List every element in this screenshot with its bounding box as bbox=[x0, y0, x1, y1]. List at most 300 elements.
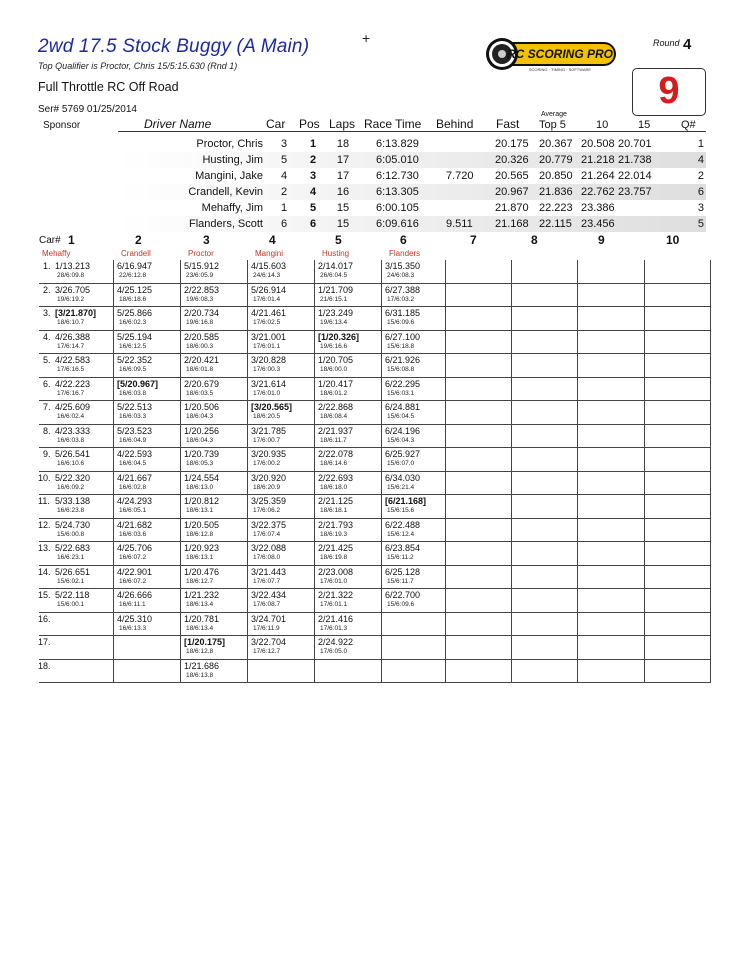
result-laps: 16 bbox=[336, 186, 350, 198]
lap-time: 4/21.461 bbox=[251, 308, 287, 318]
lap-projection: 15/6:11.2 bbox=[387, 554, 414, 561]
lap-time: 6/23.854 bbox=[385, 543, 421, 553]
lap-projection: 28/6:09.8 bbox=[57, 272, 85, 279]
lap-cell bbox=[39, 378, 113, 402]
lap-cell bbox=[314, 331, 381, 355]
lap-time: 2/22.853 bbox=[184, 284, 220, 295]
heat-number: 9 bbox=[658, 70, 680, 112]
car-number: 3 bbox=[203, 233, 210, 247]
lap-row bbox=[39, 542, 711, 566]
result-q: 5 bbox=[697, 218, 704, 230]
lap-projection: 15/6:08.8 bbox=[387, 366, 415, 373]
lap-number: 15. bbox=[38, 590, 51, 600]
lap-cell bbox=[577, 425, 644, 449]
lap-cell bbox=[113, 307, 180, 331]
lap-row bbox=[39, 589, 711, 613]
result-top5: 22.223 bbox=[539, 202, 573, 214]
lap-projection: 17/6:01.0 bbox=[320, 577, 348, 585]
lap-projection: 17/6:01.0 bbox=[253, 389, 281, 397]
lap-number: 10. bbox=[38, 472, 51, 483]
car-driver-name: Flanders bbox=[389, 249, 421, 258]
lap-cell bbox=[577, 519, 644, 543]
lap-cell bbox=[113, 613, 180, 637]
lap-cell bbox=[644, 354, 711, 378]
lap-projection: 18/6:01.2 bbox=[320, 389, 348, 397]
lap-projection: 16/6:09.5 bbox=[119, 366, 147, 373]
car-number: 6 bbox=[400, 233, 407, 247]
lap-cell bbox=[511, 448, 577, 472]
lap-time: 1/20.256 bbox=[184, 425, 220, 436]
lap-time: 5/22.118 bbox=[55, 590, 90, 600]
lap-cell bbox=[180, 401, 247, 425]
lap-cell bbox=[247, 566, 314, 590]
lap-cell bbox=[180, 425, 247, 449]
result-row bbox=[118, 216, 706, 232]
lap-time: 4/25.125 bbox=[117, 284, 153, 295]
lap-projection: 18/6:05.3 bbox=[186, 460, 214, 467]
lap-time: [3/21.870] bbox=[55, 308, 97, 318]
lap-projection: 22/6:12.8 bbox=[119, 272, 147, 279]
result-car: 1 bbox=[280, 202, 288, 214]
lap-projection: 18/6:04.3 bbox=[186, 436, 214, 444]
lap-cell bbox=[180, 613, 247, 637]
lap-projection: 16/6:02.4 bbox=[57, 413, 85, 420]
lap-cell bbox=[314, 284, 381, 308]
result-name: Flanders, Scott bbox=[189, 218, 263, 230]
lap-cell bbox=[445, 660, 511, 684]
lap-projection: 16/6:02.8 bbox=[119, 483, 147, 491]
lap-projection: 17/6:00.2 bbox=[253, 460, 281, 467]
lap-projection: 17/6:01.3 bbox=[320, 624, 348, 632]
car-number: 7 bbox=[470, 233, 477, 247]
lap-cell bbox=[644, 401, 711, 425]
result-time: 6:13.829 bbox=[376, 138, 419, 150]
lap-projection: 16/6:10.6 bbox=[57, 460, 85, 467]
lap-cell bbox=[314, 472, 381, 496]
lap-time: 6/24.881 bbox=[385, 402, 421, 412]
lap-projection: 15/6:04.3 bbox=[387, 436, 415, 444]
lap-time: 2/14.017 bbox=[318, 261, 354, 271]
result-ten: 20.508 bbox=[581, 138, 615, 150]
logo-tagline: SCORING · TIMING · SOFTWARE bbox=[528, 67, 592, 72]
lap-cell bbox=[511, 354, 577, 378]
lap-cell bbox=[381, 354, 445, 378]
lap-projection: 17/6:00.3 bbox=[253, 366, 281, 373]
lap-projection: 19/6:16.6 bbox=[320, 342, 348, 350]
round-label: Round bbox=[653, 38, 680, 48]
lap-cell bbox=[39, 472, 113, 496]
venue-name: Full Throttle RC Off Road bbox=[38, 80, 179, 94]
result-laps: 15 bbox=[336, 218, 350, 230]
lap-projection: 18/6:18.1 bbox=[320, 507, 348, 514]
lap-cell bbox=[381, 425, 445, 449]
col-q: Q# bbox=[681, 119, 696, 131]
lap-projection: 16/6:02.3 bbox=[119, 319, 147, 326]
lap-projection: 18/6:13.1 bbox=[186, 554, 214, 561]
lap-projection: 15/6:11.7 bbox=[387, 577, 414, 585]
lap-cell bbox=[180, 284, 247, 308]
lap-cell bbox=[247, 519, 314, 543]
lap-projection: 15/6:21.4 bbox=[387, 483, 415, 491]
result-name: Proctor, Chris bbox=[196, 138, 263, 150]
lap-time: 2/20.585 bbox=[184, 331, 220, 342]
lap-cell bbox=[113, 378, 180, 402]
lap-time: 2/21.937 bbox=[318, 425, 354, 436]
result-pos: 5 bbox=[309, 202, 317, 214]
lap-time: 4/22.901 bbox=[117, 566, 153, 577]
lap-cell bbox=[113, 636, 180, 660]
rc-scoring-pro-logo bbox=[484, 36, 620, 72]
lap-time: 2/20.734 bbox=[184, 308, 220, 318]
lap-projection: 18/6:03.5 bbox=[186, 389, 214, 397]
lap-cell bbox=[381, 284, 445, 308]
lap-projection: 18/6:18.0 bbox=[320, 483, 348, 491]
lap-cell bbox=[314, 660, 381, 684]
result-fast: 20.175 bbox=[495, 138, 529, 150]
lap-time: [1/20.326] bbox=[318, 331, 360, 342]
lap-projection: 17/6:16.7 bbox=[57, 389, 85, 397]
lap-projection: 17/6:08.0 bbox=[253, 554, 281, 561]
lap-cell bbox=[381, 307, 445, 331]
result-pos: 6 bbox=[309, 218, 317, 230]
result-q: 6 bbox=[697, 186, 704, 198]
lap-number: 8. bbox=[43, 425, 51, 436]
lap-time: 2/21.793 bbox=[318, 519, 354, 530]
lap-projection: 18/6:12.7 bbox=[186, 577, 214, 585]
lap-time: 4/26.666 bbox=[117, 590, 153, 600]
lap-cell bbox=[644, 448, 711, 472]
lap-cell bbox=[644, 331, 711, 355]
lap-cell bbox=[180, 566, 247, 590]
result-behind: 9.511 bbox=[446, 218, 473, 230]
lap-cell bbox=[247, 448, 314, 472]
lap-cell bbox=[445, 519, 511, 543]
lap-cell bbox=[511, 566, 577, 590]
lap-time: 2/23.008 bbox=[318, 566, 354, 577]
lap-chart-header bbox=[39, 233, 711, 261]
car-driver-name: Crandell bbox=[121, 249, 151, 258]
lap-cell bbox=[314, 448, 381, 472]
lap-projection: 17/6:11.9 bbox=[253, 624, 280, 632]
lap-cell bbox=[180, 660, 247, 684]
lap-cell bbox=[381, 331, 445, 355]
lap-cell bbox=[577, 636, 644, 660]
lap-cell bbox=[113, 519, 180, 543]
lap-projection: 15/6:12.4 bbox=[387, 530, 415, 538]
lap-cell bbox=[314, 589, 381, 613]
lap-cell bbox=[381, 401, 445, 425]
lap-cell bbox=[445, 284, 511, 308]
lap-projection: 17/6:16.5 bbox=[57, 366, 85, 373]
lap-projection: 17/6:02.5 bbox=[253, 319, 281, 326]
lap-projection: 15/6:09.6 bbox=[387, 319, 415, 326]
lap-projection: 18/6:00.3 bbox=[186, 342, 214, 350]
lap-time: 5/15.912 bbox=[184, 261, 220, 271]
lap-projection: 15/6:09.6 bbox=[387, 601, 415, 608]
lap-projection: 24/6:14.3 bbox=[253, 272, 281, 279]
car-driver-name: Proctor bbox=[188, 249, 214, 258]
result-pos: 2 bbox=[309, 154, 317, 166]
lap-projection: 23/6:05.9 bbox=[186, 272, 214, 279]
col-pos: Pos bbox=[299, 117, 320, 131]
lap-projection: 19/6:08.3 bbox=[186, 295, 214, 303]
add-icon[interactable]: + bbox=[362, 30, 371, 46]
race-title: 2wd 17.5 Stock Buggy (A Main) bbox=[38, 36, 310, 57]
lap-projection: 17/6:06.2 bbox=[253, 507, 281, 514]
lap-row bbox=[39, 331, 711, 355]
lap-projection: 17/6:01.4 bbox=[253, 295, 281, 303]
logo-text: RC SCORING PRO bbox=[506, 47, 614, 61]
lap-cell bbox=[644, 378, 711, 402]
lap-time: 6/22.700 bbox=[385, 590, 421, 600]
lap-cell bbox=[577, 448, 644, 472]
lap-cell bbox=[39, 660, 113, 684]
lap-cell bbox=[381, 636, 445, 660]
lap-projection: 18/6:11.7 bbox=[320, 436, 347, 444]
lap-cell bbox=[247, 307, 314, 331]
lap-time: 3/25.359 bbox=[251, 496, 287, 506]
lap-cell bbox=[314, 425, 381, 449]
col-driver: Driver Name bbox=[144, 117, 212, 131]
lap-cell bbox=[39, 260, 113, 284]
lap-cell bbox=[113, 331, 180, 355]
lap-cell bbox=[314, 307, 381, 331]
lap-row bbox=[39, 284, 711, 308]
lap-time: 5/26.914 bbox=[251, 284, 287, 295]
lap-number: 6. bbox=[43, 378, 51, 389]
lap-cell bbox=[113, 448, 180, 472]
col-sponsor: Sponsor bbox=[43, 120, 81, 131]
lap-cell bbox=[39, 566, 113, 590]
lap-cell bbox=[577, 307, 644, 331]
lap-cell bbox=[180, 636, 247, 660]
result-q: 3 bbox=[697, 202, 704, 214]
lap-projection: 16/6:09.2 bbox=[57, 483, 85, 491]
result-car: 6 bbox=[280, 218, 288, 230]
lap-projection: 18/6:20.9 bbox=[253, 483, 281, 491]
result-pos: 1 bbox=[309, 138, 317, 150]
lap-projection: 16/6:11.1 bbox=[119, 601, 146, 608]
lap-cell bbox=[247, 401, 314, 425]
col-15: 15 bbox=[638, 119, 651, 131]
lap-cell bbox=[445, 613, 511, 637]
lap-time: 2/22.078 bbox=[318, 449, 354, 459]
lap-time: 6/22.488 bbox=[385, 519, 421, 530]
header-divider bbox=[118, 131, 706, 132]
lap-cell bbox=[39, 519, 113, 543]
lap-time: 6/24.196 bbox=[385, 425, 421, 436]
top-qualifier-note: Top Qualifier is Proctor, Chris 15/5:15.630 (Rnd 1) bbox=[38, 61, 238, 71]
lap-projection: 17/6:12.7 bbox=[253, 648, 281, 655]
result-row bbox=[118, 152, 706, 168]
lap-time: [1/20.175] bbox=[184, 637, 226, 647]
col-top5: Top 5 bbox=[539, 119, 566, 131]
lap-cell bbox=[247, 472, 314, 496]
car-number-label: Car# bbox=[39, 235, 61, 246]
lap-cell bbox=[247, 331, 314, 355]
lap-time: 6/25.927 bbox=[385, 449, 421, 459]
lap-number: 11. bbox=[38, 496, 50, 506]
lap-row bbox=[39, 495, 711, 519]
lap-cell bbox=[180, 307, 247, 331]
car-driver-name: Mehaffy bbox=[42, 249, 71, 258]
car-driver-name: Husting bbox=[322, 249, 350, 258]
lap-time: [5/20.967] bbox=[117, 378, 159, 389]
lap-time: 6/34.030 bbox=[385, 472, 421, 483]
lap-time: 2/21.425 bbox=[318, 543, 354, 553]
lap-cell bbox=[381, 566, 445, 590]
lap-cell bbox=[113, 542, 180, 566]
lap-cell bbox=[381, 589, 445, 613]
lap-cell bbox=[180, 260, 247, 284]
lap-cell bbox=[511, 331, 577, 355]
lap-projection: 17/6:07.4 bbox=[253, 530, 281, 538]
lap-cell bbox=[644, 613, 711, 637]
lap-cell bbox=[314, 495, 381, 519]
lap-cell bbox=[577, 401, 644, 425]
lap-time: 3/21.001 bbox=[251, 331, 287, 342]
result-name: Mehaffy, Jim bbox=[201, 202, 263, 214]
result-row bbox=[118, 136, 706, 152]
car-number: 8 bbox=[531, 233, 538, 247]
lap-row bbox=[39, 660, 711, 684]
col-laps: Laps bbox=[329, 117, 356, 131]
lap-time: 2/21.416 bbox=[318, 613, 354, 624]
lap-cell bbox=[445, 331, 511, 355]
lap-cell bbox=[39, 613, 113, 637]
lap-cell bbox=[445, 495, 511, 519]
lap-time: 5/22.683 bbox=[55, 543, 91, 553]
lap-number: 4. bbox=[43, 331, 51, 342]
lap-time: 1/20.476 bbox=[184, 566, 220, 577]
lap-time: 1/21.686 bbox=[184, 660, 220, 671]
result-fast: 21.168 bbox=[495, 218, 529, 230]
result-top5: 20.850 bbox=[539, 170, 573, 182]
lap-projection: 24/6:08.3 bbox=[387, 272, 415, 279]
lap-time: 1/20.506 bbox=[184, 402, 220, 412]
car-number: 1 bbox=[68, 233, 75, 247]
lap-cell bbox=[247, 660, 314, 684]
lap-cell bbox=[314, 260, 381, 284]
lap-projection: 18/6:08.4 bbox=[320, 413, 348, 420]
lap-projection: 17/6:00.7 bbox=[253, 436, 281, 444]
lap-cell bbox=[644, 425, 711, 449]
lap-row bbox=[39, 425, 711, 449]
lap-time: 5/26.541 bbox=[55, 449, 91, 459]
lap-cell bbox=[39, 331, 113, 355]
lap-cell bbox=[381, 260, 445, 284]
lap-cell bbox=[577, 331, 644, 355]
car-number: 9 bbox=[598, 233, 605, 247]
result-pos: 3 bbox=[309, 170, 317, 182]
lap-cell bbox=[247, 378, 314, 402]
result-ten: 23.386 bbox=[581, 202, 615, 214]
lap-cell bbox=[180, 378, 247, 402]
lap-cell bbox=[180, 472, 247, 496]
lap-number: 13. bbox=[38, 543, 51, 553]
col-10: 10 bbox=[596, 119, 609, 131]
lap-cell bbox=[113, 472, 180, 496]
lap-time: 6/21.926 bbox=[385, 355, 421, 365]
result-pos: 4 bbox=[309, 186, 317, 198]
lap-projection: 15/6:00.1 bbox=[57, 601, 85, 608]
lap-time: 4/25.706 bbox=[117, 543, 153, 553]
lap-cell bbox=[247, 613, 314, 637]
lap-projection: 16/6:03.8 bbox=[119, 389, 147, 397]
lap-projection: 18/6:01.8 bbox=[186, 366, 214, 373]
lap-number: 1. bbox=[43, 261, 51, 271]
lap-time: 3/22.088 bbox=[251, 543, 287, 553]
lap-cell bbox=[644, 589, 711, 613]
lap-cell bbox=[180, 448, 247, 472]
lap-cell bbox=[39, 636, 113, 660]
lap-time: 5/23.523 bbox=[117, 425, 153, 436]
result-row bbox=[118, 184, 706, 200]
lap-time: 5/22.513 bbox=[117, 402, 153, 412]
lap-cell bbox=[113, 354, 180, 378]
lap-time: 2/22.868 bbox=[318, 402, 354, 412]
lap-cell bbox=[314, 613, 381, 637]
result-ten: 23.456 bbox=[581, 218, 615, 230]
lap-time: 3/21.443 bbox=[251, 566, 287, 577]
lap-cell bbox=[113, 284, 180, 308]
lap-time: 4/22.593 bbox=[117, 449, 153, 459]
lap-time: 4/23.333 bbox=[55, 425, 91, 436]
result-fast: 20.326 bbox=[495, 154, 529, 166]
lap-cell bbox=[39, 448, 113, 472]
lap-time: 4/26.388 bbox=[55, 331, 91, 342]
result-ten: 22.762 bbox=[581, 186, 615, 198]
lap-projection: 18/6:13.8 bbox=[186, 671, 214, 679]
lap-projection: 18/6:13.0 bbox=[186, 483, 214, 491]
lap-cell bbox=[381, 519, 445, 543]
lap-cell bbox=[445, 566, 511, 590]
car-number: 4 bbox=[269, 233, 276, 247]
lap-projection: 17/6:01.1 bbox=[253, 342, 281, 350]
lap-cell bbox=[39, 495, 113, 519]
lap-cell bbox=[381, 660, 445, 684]
lap-cell bbox=[445, 378, 511, 402]
lap-cell bbox=[113, 401, 180, 425]
lap-cell bbox=[180, 354, 247, 378]
lap-row bbox=[39, 354, 711, 378]
result-name: Mangini, Jake bbox=[195, 170, 263, 182]
lap-time: 6/25.128 bbox=[385, 566, 421, 577]
result-name: Crandell, Kevin bbox=[188, 186, 263, 198]
lap-cell bbox=[113, 660, 180, 684]
lap-time: 3/22.375 bbox=[251, 519, 287, 530]
lap-cell bbox=[511, 636, 577, 660]
lap-row bbox=[39, 519, 711, 543]
lap-cell bbox=[39, 284, 113, 308]
lap-cell bbox=[445, 354, 511, 378]
lap-cell bbox=[39, 354, 113, 378]
lap-projection: 15/6:07.0 bbox=[387, 460, 415, 467]
result-fifteen: 20.701 bbox=[618, 138, 652, 150]
col-car: Car bbox=[266, 117, 286, 131]
lap-projection: 18/6:19.8 bbox=[320, 554, 348, 561]
lap-row bbox=[39, 472, 711, 496]
lap-time: 5/25.194 bbox=[117, 331, 153, 342]
lap-projection: 16/6:23.8 bbox=[57, 507, 85, 514]
lap-cell bbox=[445, 589, 511, 613]
result-ten: 21.264 bbox=[581, 170, 615, 182]
result-top5: 20.779 bbox=[539, 154, 573, 166]
lap-cell bbox=[577, 542, 644, 566]
lap-cell bbox=[247, 589, 314, 613]
lap-projection: 16/6:04.5 bbox=[119, 460, 147, 467]
lap-time: [3/20.565] bbox=[251, 402, 293, 412]
